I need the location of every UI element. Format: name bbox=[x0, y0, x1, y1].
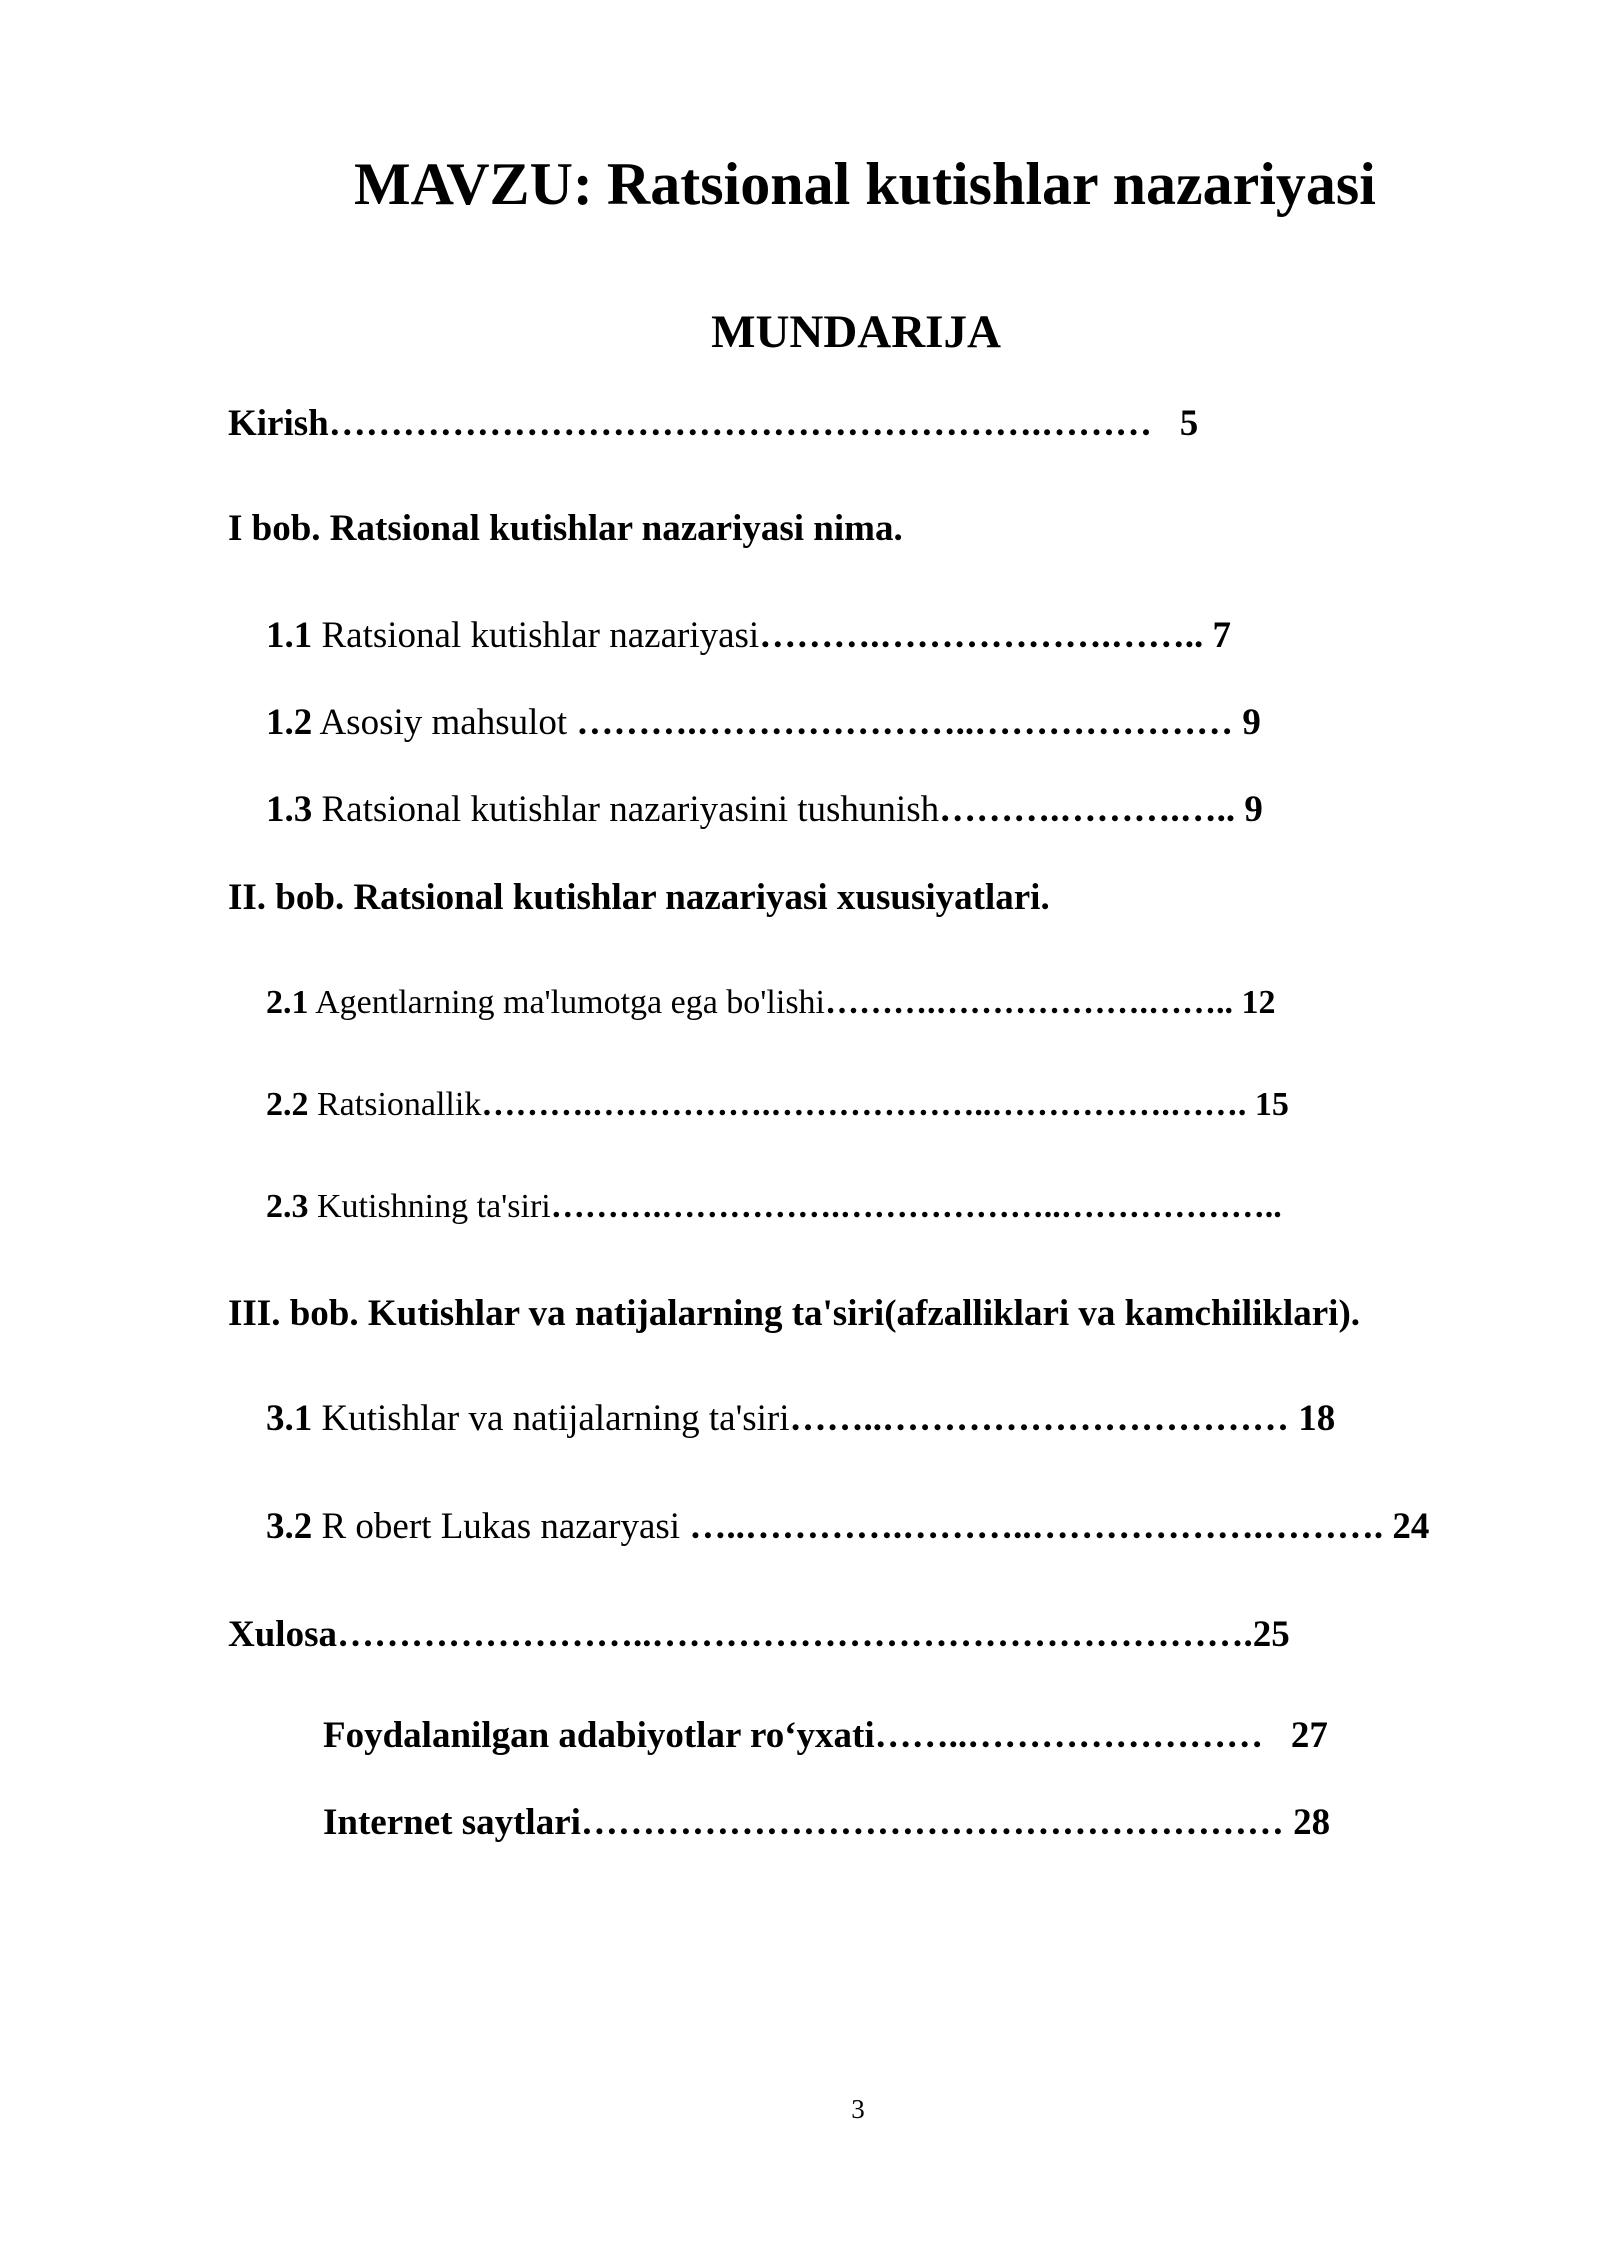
toc-entry-internet-sites[interactable] bbox=[323, 1801, 1330, 1844]
toc-label: Agentlarning ma'lumotga ega bo'lishi bbox=[308, 984, 825, 1021]
toc-page-number: 7 bbox=[1203, 615, 1231, 656]
page-number: 3 bbox=[851, 2094, 865, 2124]
toc-chapter-2[interactable] bbox=[228, 876, 1050, 919]
toc-dots: …..………….………..……………….………. bbox=[689, 1506, 1384, 1547]
toc-heading: MUNDARIJA bbox=[711, 306, 1001, 358]
toc-label: Internet saytlari bbox=[323, 1802, 581, 1843]
toc-label: R obert Lukas nazaryasi bbox=[312, 1506, 690, 1547]
toc-dots: ……….…………….………………..…………….……. bbox=[481, 1086, 1247, 1123]
toc-dots: ……….……………….…….. bbox=[825, 984, 1233, 1021]
toc-label: Foydalanilgan adabiyotlar ro‘yxati bbox=[323, 1715, 875, 1756]
title-prefix: MAVZU: bbox=[354, 151, 593, 217]
toc-chapter-1[interactable] bbox=[228, 507, 903, 550]
toc-page-number: 27 bbox=[1263, 1715, 1328, 1756]
toc-label: Kutishning ta'siri bbox=[308, 1188, 551, 1225]
toc-label: III. bob. Kutishlar va natijalarning ta'siri(afzalliklari va kamchiliklari). bbox=[228, 1293, 1361, 1334]
toc-label: Ratsional kutishlar nazariyasini tushunish bbox=[312, 789, 940, 830]
toc-label: I bob. Ratsional kutishlar nazariyasi nima. bbox=[228, 508, 903, 549]
toc-chapter-3[interactable] bbox=[228, 1292, 1360, 1335]
toc-entry-xulosa[interactable] bbox=[228, 1613, 1290, 1656]
toc-entry-kirish[interactable] bbox=[228, 402, 1198, 445]
toc-number: 1.3 bbox=[266, 789, 313, 830]
toc-page-number: 18 bbox=[1289, 1398, 1336, 1439]
toc-number: 2.3 bbox=[266, 1188, 309, 1225]
toc-label: Xulosa bbox=[228, 1614, 337, 1655]
toc-label: Ratsional kutishlar nazariyasi bbox=[312, 615, 760, 656]
toc-dots: ……..…………………………… bbox=[789, 1398, 1290, 1439]
toc-page-number: 5 bbox=[1152, 403, 1199, 444]
toc-page-number: 28 bbox=[1283, 1802, 1331, 1843]
toc-page-number: 15 bbox=[1246, 1086, 1289, 1123]
toc-entry-3-2[interactable] bbox=[266, 1505, 1429, 1548]
toc-number: 3.2 bbox=[266, 1506, 313, 1547]
toc-number: 2.2 bbox=[266, 1086, 309, 1123]
toc-dots: ………………………………………………… bbox=[580, 1802, 1284, 1843]
toc-entry-2-1[interactable] bbox=[266, 984, 1276, 1022]
toc-label: Ratsionallik bbox=[308, 1086, 482, 1123]
toc-entry-1-3[interactable] bbox=[266, 788, 1263, 831]
toc-dots: ……..…………………… bbox=[874, 1715, 1264, 1756]
toc-dots: ……………………..…………………………………………. bbox=[336, 1614, 1253, 1655]
toc-number: 2.1 bbox=[266, 984, 309, 1021]
toc-dots: ……….……………….…….. bbox=[759, 615, 1204, 656]
toc-label: Kirish bbox=[228, 403, 329, 444]
toc-entry-1-1[interactable] bbox=[266, 614, 1231, 657]
toc-number: 3.1 bbox=[266, 1398, 313, 1439]
toc-page-number: 12 bbox=[1233, 984, 1276, 1021]
toc-dots: ……….…………….………………..……………….. bbox=[550, 1188, 1282, 1225]
toc-dots: ………………………………………………….……… bbox=[328, 403, 1152, 444]
toc-entry-1-2[interactable] bbox=[266, 701, 1261, 744]
toc-entry-2-3[interactable] bbox=[266, 1188, 1282, 1226]
toc-label: Asosiy mahsulot bbox=[312, 702, 577, 743]
toc-page-number: 9 bbox=[1233, 702, 1261, 743]
toc-number: 1.2 bbox=[266, 702, 313, 743]
toc-entry-2-2[interactable] bbox=[266, 1086, 1289, 1124]
toc-entry-3-1[interactable] bbox=[266, 1397, 1335, 1440]
toc-label: Kutishlar va natijalarning ta'siri bbox=[312, 1398, 790, 1439]
toc-dots: ……….…………………..………………… bbox=[576, 702, 1234, 743]
document-title bbox=[354, 150, 1376, 219]
toc-page-number: 9 bbox=[1235, 789, 1263, 830]
toc-number: 1.1 bbox=[266, 615, 313, 656]
toc-page-number: 25 bbox=[1252, 1614, 1290, 1655]
toc-dots: ……….……….….. bbox=[939, 789, 1236, 830]
toc-page-number: 24 bbox=[1383, 1506, 1430, 1547]
title-text: Ratsional kutishlar nazariyasi bbox=[606, 151, 1376, 217]
toc-label: II. bob. Ratsional kutishlar nazariyasi xususiyatlari. bbox=[228, 877, 1050, 918]
toc-entry-references[interactable] bbox=[323, 1714, 1328, 1757]
